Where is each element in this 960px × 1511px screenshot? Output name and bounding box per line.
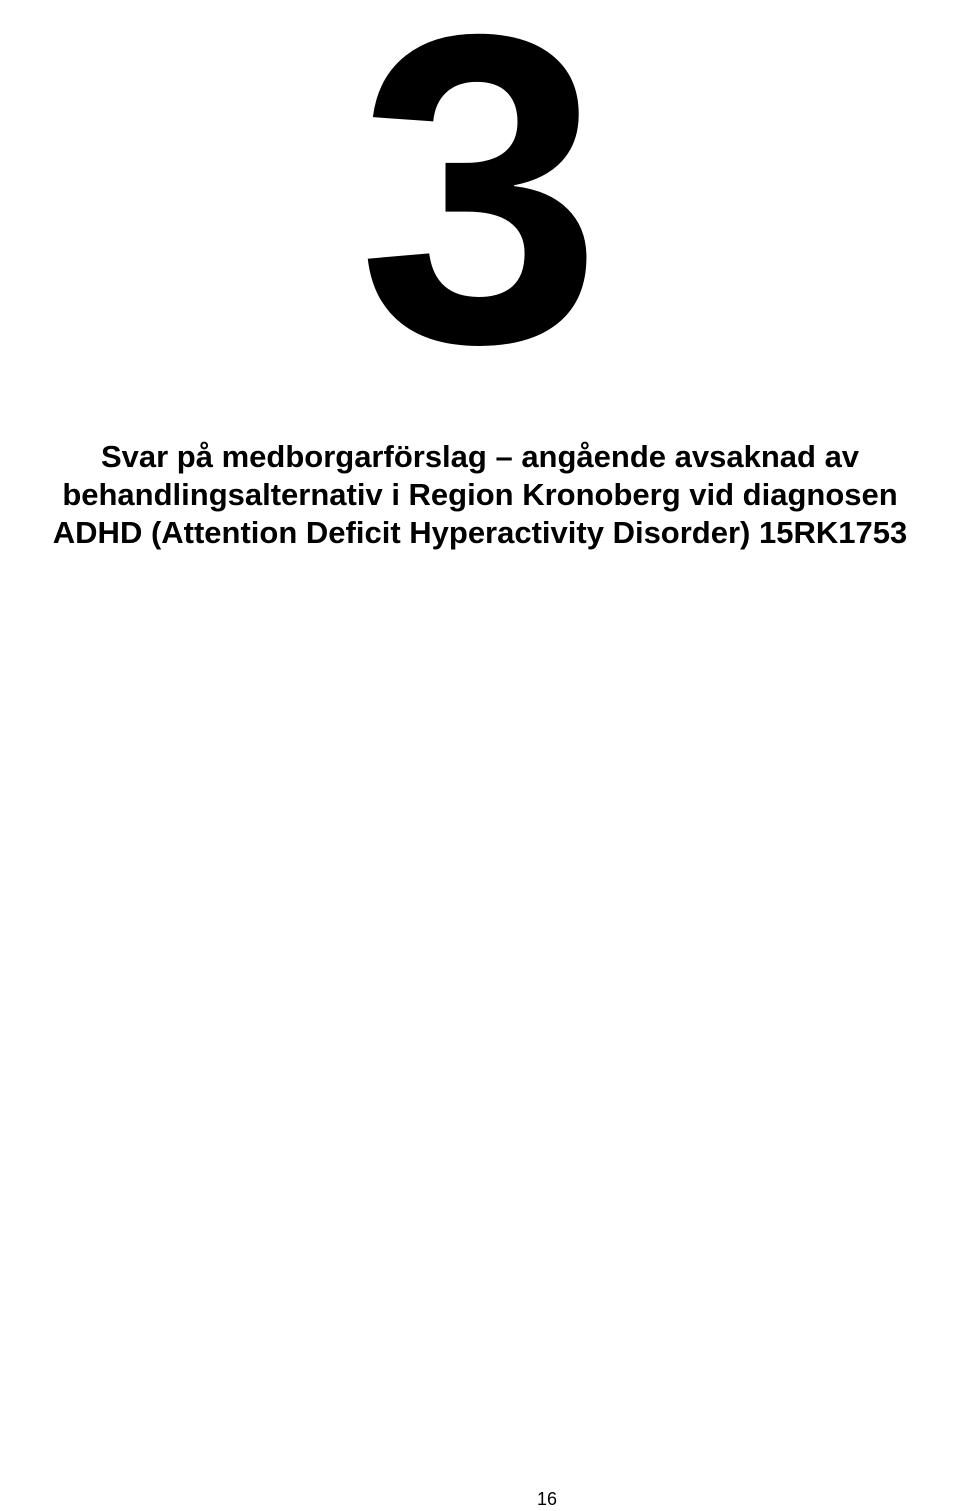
- title-line-1: Svar på medborgarförslag – angående avsaknad av: [100, 439, 860, 474]
- document-title: [0, 438, 960, 552]
- section-number: 3: [357, 0, 603, 435]
- title-line-2: behandlingsalternativ i Region Kronoberg vid diagnosen: [62, 477, 898, 512]
- title-line-3: ADHD (Attention Deficit Hyperactivity Disorder) 15RK1753: [52, 515, 908, 550]
- page-number: 16: [536, 1489, 558, 1509]
